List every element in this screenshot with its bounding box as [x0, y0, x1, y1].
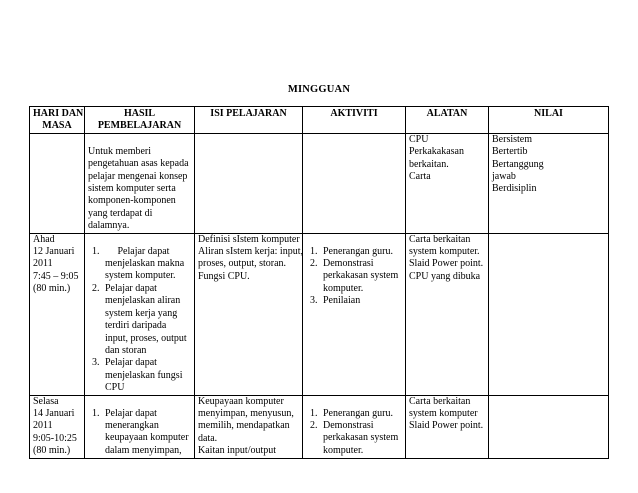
activities-list	[306, 408, 402, 458]
header-nilai: NILAI	[489, 107, 609, 134]
cell-line: Bersistem	[492, 133, 532, 145]
cell-line: sistem komputer serta	[88, 183, 176, 195]
header-text: MASA	[42, 120, 72, 132]
cell-line: 2011	[33, 420, 53, 432]
list-item	[88, 283, 191, 357]
cell-line: Pelajar dapat	[105, 357, 157, 369]
cell-line: komputer.	[323, 444, 364, 456]
list-number: 2.	[310, 258, 318, 270]
cell-line: Kaitan input/output	[198, 445, 277, 457]
cell-line: Keupayaan komputer	[198, 395, 284, 407]
cell-line: proses, output, storan.	[198, 258, 287, 270]
list-item	[88, 408, 191, 458]
header-row	[30, 107, 609, 134]
list-number: 1.	[92, 407, 100, 419]
cell-line: 9:05-10:25	[33, 432, 77, 444]
cell-line: terdiri daripada	[105, 320, 167, 332]
cell-line: dan storan	[105, 344, 147, 356]
table-row	[30, 395, 609, 458]
list-number: 3.	[310, 295, 318, 307]
cell-line: jawab	[492, 171, 516, 183]
list-item	[88, 246, 191, 283]
cell-hari	[30, 133, 85, 233]
cell-line: memilih, mendapatkan	[198, 420, 290, 432]
cell-line: komputer.	[323, 282, 364, 294]
cell-line: Bertanggung	[492, 158, 544, 170]
cell-line: Demonstrasi	[323, 419, 374, 431]
cell-line: Pelajar dapat	[105, 407, 157, 419]
header-hari-dan-masa	[30, 107, 85, 134]
cell-hasil	[85, 233, 195, 395]
header-text: HASIL	[123, 108, 156, 119]
cell-isi	[195, 395, 303, 458]
cell-line: Slaid Power point.	[409, 420, 484, 432]
cell-line: Definisi sIstem komputer	[198, 233, 300, 245]
cell-line: Selasa	[33, 395, 59, 407]
cell-nilai	[489, 133, 609, 233]
cell-aktiviti	[303, 133, 406, 233]
cell-alatan	[406, 233, 489, 395]
cell-line: menjelaskan makna	[105, 258, 185, 270]
cell-line: system kerja yang	[105, 307, 178, 319]
header-text: HARI DAN	[33, 108, 84, 119]
cell-nilai	[489, 395, 609, 458]
list-item	[306, 258, 402, 295]
cell-line: Penerangan guru.	[323, 407, 393, 419]
cell-line: input, proses, output	[105, 332, 187, 344]
cell-line: system komputer.	[409, 246, 480, 258]
list-number: 1.	[310, 407, 318, 419]
cell-line: CPU yang dibuka	[409, 270, 481, 282]
cell-line: (80 min.)	[33, 283, 71, 295]
cell-line: 14 Januari	[33, 407, 75, 419]
header-aktiviti: AKTIVITI	[303, 107, 406, 134]
list-number: 3.	[92, 357, 100, 369]
cell-line: Perkakakasan	[409, 146, 464, 158]
cell-line: Slaid Power point.	[409, 258, 484, 270]
activities-list	[306, 246, 402, 308]
cell-line: menerangkan	[105, 419, 159, 431]
objectives-list	[88, 408, 191, 458]
cell-line: system komputer	[409, 407, 478, 419]
cell-line: Untuk memberi	[88, 145, 152, 157]
header-text: PEMBELAJARAN	[97, 120, 182, 132]
list-number: 2.	[92, 282, 100, 294]
objectives-list	[88, 246, 191, 395]
cell-nilai	[489, 233, 609, 395]
header-isi-pelajaran: ISI PELAJARAN	[195, 107, 303, 134]
cell-line: data.	[198, 432, 218, 444]
cell-hasil	[85, 133, 195, 233]
cell-line: system komputer.	[105, 270, 176, 282]
cell-line: 2011	[33, 258, 53, 270]
cell-line: CPU	[105, 382, 125, 394]
header-hasil-pembelajaran	[85, 107, 195, 134]
cell-isi	[195, 233, 303, 395]
cell-line: dalam menyimpan,	[105, 444, 182, 456]
list-number: 2.	[310, 419, 318, 431]
cell-line: pelajar mengenai konsep	[88, 170, 188, 182]
list-item	[306, 295, 402, 307]
list-number: 1.	[92, 245, 100, 257]
cell-line: perkakasan system	[323, 432, 399, 444]
cell-line: menjelaskan aliran	[105, 295, 181, 307]
cell-line: 12 Januari	[33, 246, 75, 258]
page-title: MINGGUAN	[287, 84, 351, 95]
cell-line: Berdisiplin	[492, 183, 537, 195]
cell-hasil	[85, 395, 195, 458]
cell-line: yang terdapat di	[88, 207, 153, 219]
header-alatan: ALATAN	[406, 107, 489, 134]
cell-line: Carta berkaitan	[409, 395, 471, 407]
cell-aktiviti	[303, 395, 406, 458]
cell-line: keupayaan komputer	[105, 432, 189, 444]
list-item	[306, 246, 402, 258]
cell-line: Carta berkaitan	[409, 233, 471, 245]
list-number: 1.	[310, 245, 318, 257]
list-item	[306, 420, 402, 457]
cell-hari	[30, 233, 85, 395]
cell-line: (80 min.)	[33, 445, 71, 457]
table-row	[30, 133, 609, 233]
cell-line: berkaitan.	[409, 158, 449, 170]
cell-line: menyimpan, menyusun,	[198, 407, 294, 419]
cell-line: Penerangan guru.	[323, 245, 393, 257]
cell-line: Carta	[409, 171, 431, 183]
cell-isi	[195, 133, 303, 233]
cell-alatan	[406, 395, 489, 458]
cell-hari	[30, 395, 85, 458]
cell-alatan	[406, 133, 489, 233]
cell-line: Demonstrasi	[323, 258, 374, 270]
cell-line: menjelaskan fungsi	[105, 369, 183, 381]
cell-line: 7:45 – 9:05	[33, 270, 79, 282]
cell-line: Fungsi CPU.	[198, 270, 250, 282]
list-item	[306, 408, 402, 420]
cell-line: dalamnya.	[88, 220, 130, 232]
cell-aktiviti	[303, 233, 406, 395]
cell-line: Bertertib	[492, 146, 528, 158]
lesson-plan-table	[29, 106, 609, 459]
cell-line: Pelajar dapat	[105, 245, 170, 257]
cell-line: Aliran sIstem kerja: input,	[198, 246, 303, 258]
cell-line: Pelajar dapat	[105, 282, 157, 294]
cell-line: komponen-komponen	[88, 195, 176, 207]
cell-line: Penilaian	[323, 295, 361, 307]
cell-line: Ahad	[33, 233, 55, 245]
table-row	[30, 233, 609, 395]
cell-line: perkakasan system	[323, 270, 399, 282]
list-item	[88, 357, 191, 394]
cell-line: pengetahuan asas kepada	[88, 158, 189, 170]
cell-line: CPU	[409, 133, 429, 145]
